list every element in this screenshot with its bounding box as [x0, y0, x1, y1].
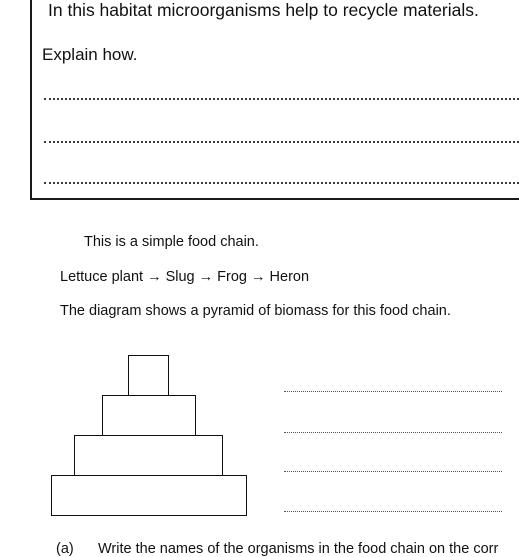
pyramid-level-heron: [128, 355, 169, 396]
answer-line-3[interactable]: [44, 182, 519, 184]
part-a-text: Write the names of the organisms in the food chain on the corr: [98, 541, 499, 557]
answer-line-1[interactable]: [44, 98, 519, 100]
explain-prompt: Explain how.: [42, 45, 138, 64]
pyramid-level-frog: [102, 395, 196, 436]
section-divider: [30, 198, 519, 200]
question-text: In this habitat microorganisms help to recycle materials.: [48, 0, 479, 20]
left-margin-line: [30, 0, 32, 200]
pyramid-level-lettuce: [51, 475, 247, 516]
food-chain-intro: This is a simple food chain.: [84, 234, 259, 250]
food-chain: Lettuce plant → Slug → Frog → Heron: [60, 269, 310, 285]
pyramid-label-line-3[interactable]: [284, 471, 502, 472]
pyramid-label-line-4[interactable]: [284, 511, 502, 512]
pyramid-level-slug: [74, 435, 223, 476]
pyramid-intro: The diagram shows a pyramid of biomass for this food chain.: [60, 303, 451, 319]
pyramid-label-line-2[interactable]: [284, 432, 502, 433]
part-a-label: (a): [56, 541, 74, 557]
pyramid-label-line-1[interactable]: [284, 391, 502, 392]
answer-line-2[interactable]: [44, 141, 519, 143]
